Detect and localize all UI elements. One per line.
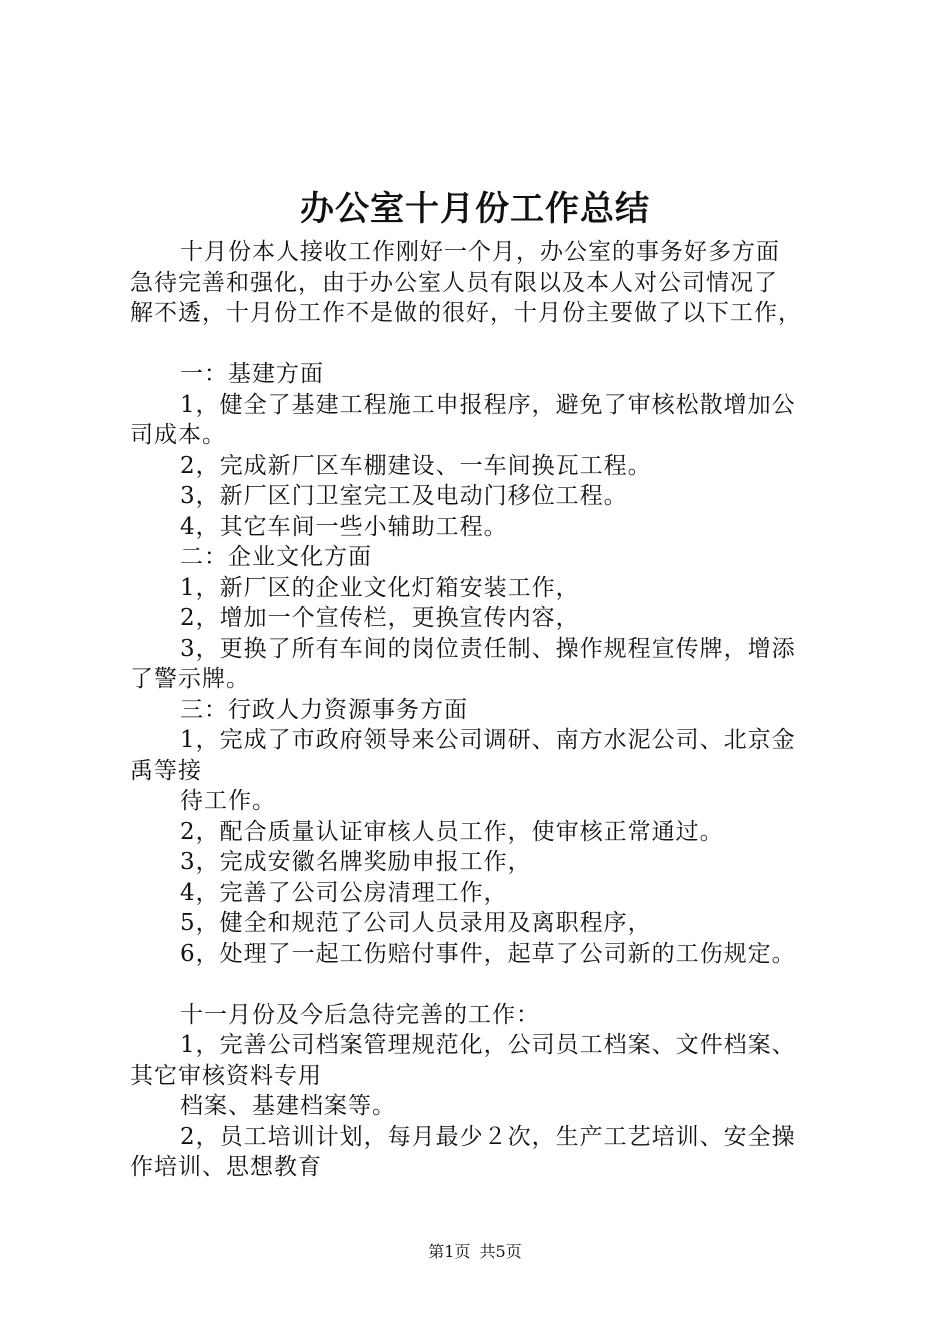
list-item-continuation: 档案、基建档案等。 <box>180 1093 396 1119</box>
paragraph-line: 十月份本人接收工作刚好一个月，办公室的事务好多方面 <box>180 239 780 265</box>
list-item: 4，完善了公司公房清理工作， <box>180 879 508 906</box>
section-heading: 三：行政人力资源事务方面 <box>180 696 468 723</box>
paragraph-line: 解不透，十月份工作不是做的很好，十月份主要做了以下工作， <box>130 300 802 326</box>
list-item-continuation: 司成本。 <box>130 422 226 448</box>
list-item-continuation: 其它审核资料专用 <box>130 1062 322 1089</box>
list-item-continuation: 待工作。 <box>180 788 276 814</box>
document-title: 办公室十月份工作总结 <box>300 189 650 229</box>
page-number: 第1页 共5页 <box>428 1242 522 1261</box>
list-item-continuation: 作培训、思想教育 <box>130 1154 322 1180</box>
paragraph-line: 急待完善和强化，由于办公室人员有限以及本人对公司情况了 <box>130 269 778 296</box>
list-item-continuation: 了警示牌。 <box>130 666 250 692</box>
blank-line <box>130 329 830 360</box>
list-item: 4，其它车间一些小辅助工程。 <box>180 513 508 540</box>
list-item: 6，处理了一起工伤赔付事件，起草了公司新的工伤规定。 <box>180 940 796 967</box>
list-item: 3，新厂区门卫室完工及电动门移位工程。 <box>180 483 628 509</box>
list-item: 3，完成安徽名牌奖励申报工作， <box>180 849 532 875</box>
section-heading: 一：基建方面 <box>180 361 324 387</box>
list-item: 1，完善公司档案管理规范化，公司员工档案、文件档案、 <box>180 1032 796 1058</box>
list-item: 2，完成新厂区车棚建设、一车间换瓦工程。 <box>180 452 652 479</box>
list-item: 2，配合质量认证审核人员工作，使审核正常通过。 <box>180 818 724 845</box>
list-item: 5，健全和规范了公司人员录用及离职程序， <box>180 910 652 936</box>
section-heading: 二：企业文化方面 <box>180 544 372 570</box>
list-item: 2，员工培训计划，每月最少２次，生产工艺培训、安全操 <box>180 1123 796 1150</box>
list-item-continuation: 禹等接 <box>130 757 202 784</box>
list-item: 3，更换了所有车间的岗位责任制、操作规程宣传牌，增添 <box>180 635 796 662</box>
section-heading: 十一月份及今后急待完善的工作： <box>180 1001 540 1028</box>
blank-line <box>130 969 830 1000</box>
document-body <box>130 237 830 1183</box>
list-item: 1，完成了市政府领导来公司调研、南方水泥公司、北京金 <box>180 727 796 753</box>
list-item: 1，健全了基建工程施工申报程序，避免了审核松散增加公 <box>180 391 796 418</box>
list-item: 2，增加一个宣传栏，更换宣传内容， <box>180 605 580 631</box>
list-item: 1，新厂区的企业文化灯箱安装工作， <box>180 574 580 601</box>
